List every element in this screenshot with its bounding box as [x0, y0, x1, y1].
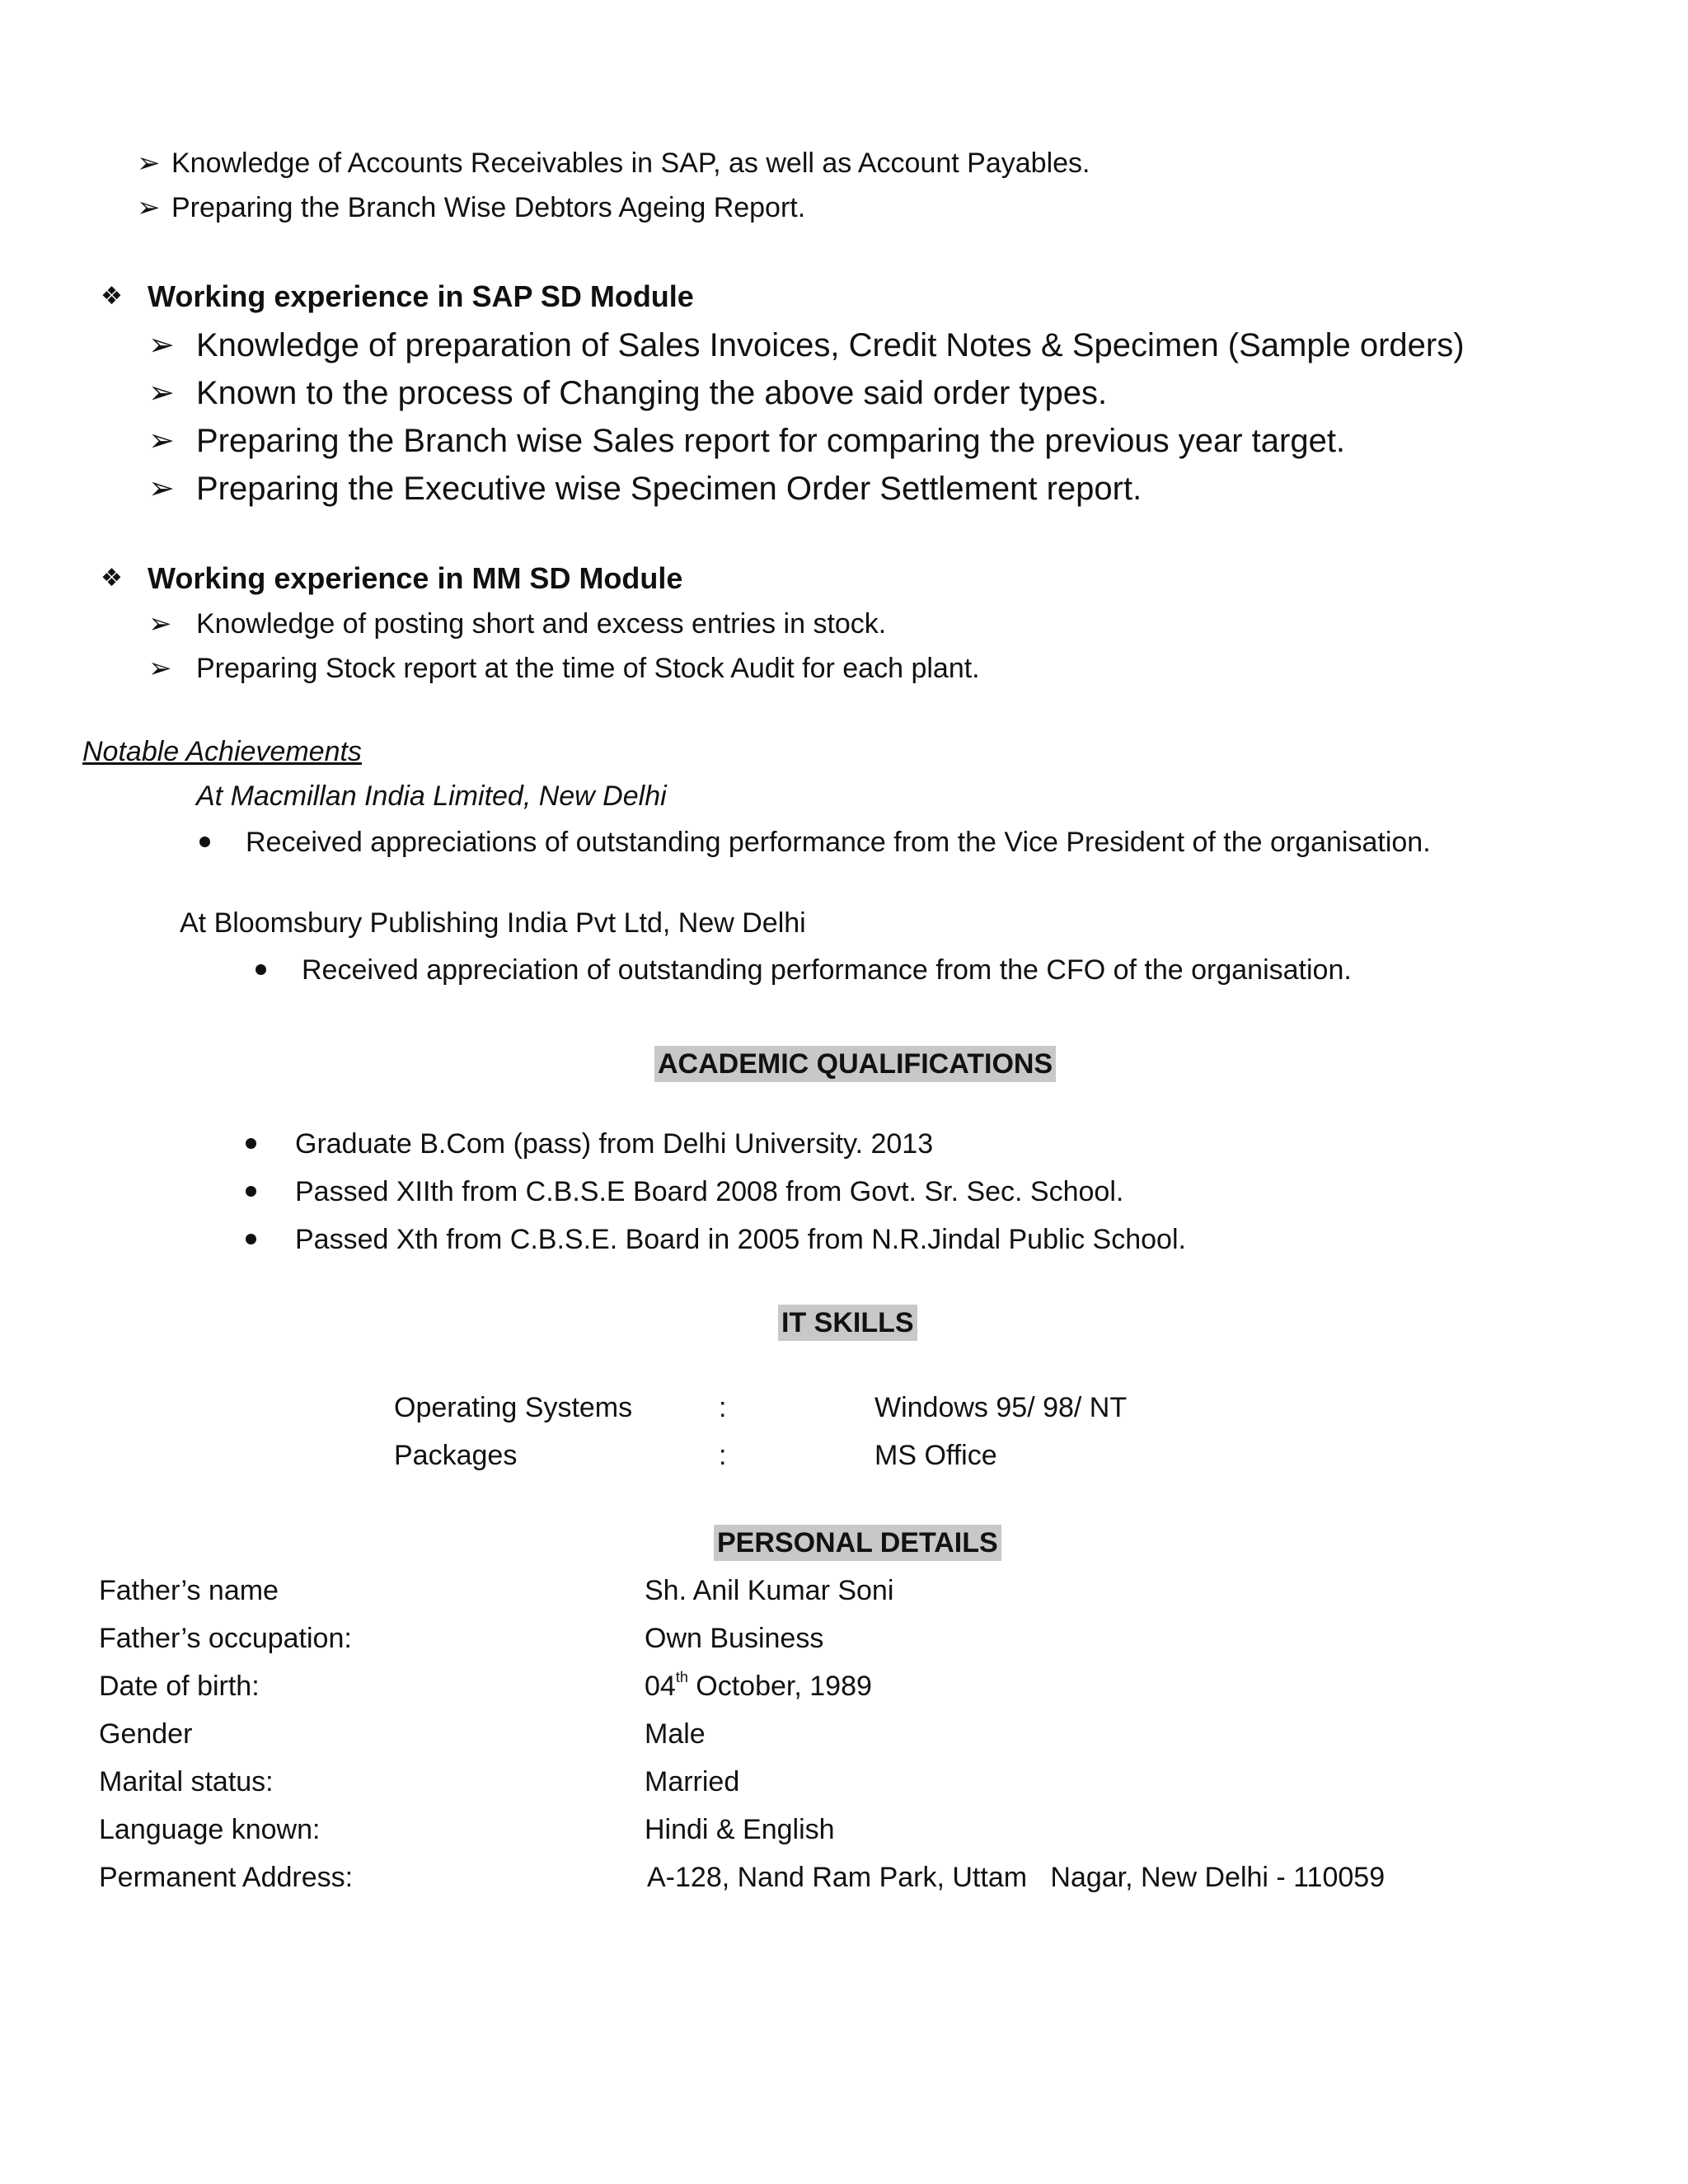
section-heading-mm-sd: Working experience in MM SD Module [148, 561, 683, 595]
personal-label: Gender [99, 1718, 193, 1750]
arrow-bullet-icon: ➢ [148, 471, 175, 506]
list-item: Knowledge of preparation of Sales Invoices, Credit Notes & Specimen (Sample orders) [196, 327, 1465, 363]
section-heading-it-skills: IT SKILLS [778, 1305, 917, 1341]
personal-value: Own Business [645, 1623, 824, 1654]
section-heading-academic: ACADEMIC QUALIFICATIONS [654, 1046, 1056, 1082]
dob-rest: October, 1989 [687, 1671, 872, 1702]
it-skill-separator: : [719, 1440, 727, 1471]
list-item: Graduate B.Com (pass) from Delhi University. 2013 [295, 1128, 934, 1160]
personal-label: Father’s occupation: [99, 1623, 352, 1654]
section-heading-personal: PERSONAL DETAILS [714, 1525, 1001, 1561]
dob-day: 04 [645, 1671, 676, 1702]
personal-label: Language known: [99, 1814, 321, 1845]
bullet-dot-icon [256, 964, 266, 975]
bullet-dot-icon [246, 1186, 256, 1197]
achievement-item-1: Received appreciations of outstanding performance from the Vice President of the organisation. [246, 827, 1431, 858]
list-item: Knowledge of posting short and excess entries in stock. [196, 608, 887, 640]
personal-label: Date of birth: [99, 1671, 260, 1702]
personal-value: Sh. Anil Kumar Soni [645, 1575, 894, 1606]
arrow-bullet-icon: ➢ [148, 424, 175, 458]
bullet-dot-icon [199, 837, 210, 847]
personal-label: Father’s name [99, 1575, 279, 1606]
diamond-bullet-icon: ❖ [101, 283, 123, 310]
arrow-bullet-icon: ➢ [148, 376, 175, 410]
bullet-dot-icon [246, 1234, 256, 1244]
personal-value: Hindi & English [645, 1814, 835, 1845]
personal-label: Marital status: [99, 1766, 274, 1797]
personal-value: Male [645, 1718, 706, 1750]
personal-label: Permanent Address: [99, 1862, 354, 1893]
arrow-bullet-icon: ➢ [137, 148, 161, 179]
achievement-item-2: Received appreciation of outstanding performance from the CFO of the organisation. [302, 954, 1352, 986]
achievement-org-2: At Bloomsbury Publishing India Pvt Ltd, New Delhi [180, 907, 806, 939]
dob-suffix: th [675, 1668, 688, 1685]
list-item: Preparing the Branch wise Sales report for comparing the previous year target. [196, 423, 1346, 459]
list-item: Knowledge of Accounts Receivables in SAP, as well as Account Payables. [171, 148, 1090, 179]
diamond-bullet-icon: ❖ [101, 565, 123, 592]
achievement-org-1: At Macmillan India Limited, New Delhi [196, 780, 667, 812]
list-item: Passed Xth from C.B.S.E. Board in 2005 from N.R.Jindal Public School. [295, 1224, 1186, 1255]
arrow-bullet-icon: ➢ [148, 653, 172, 684]
list-item: Preparing the Branch Wise Debtors Ageing Report. [171, 192, 806, 223]
list-item: Preparing Stock report at the time of Stock Audit for each plant. [196, 653, 980, 684]
it-skill-value: MS Office [874, 1440, 997, 1471]
achievements-title: Notable Achievements [82, 736, 362, 767]
arrow-bullet-icon: ➢ [137, 192, 161, 223]
section-heading-sap-sd: Working experience in SAP SD Module [148, 279, 694, 313]
bullet-dot-icon [246, 1138, 256, 1149]
list-item: Known to the process of Changing the above said order types. [196, 375, 1108, 411]
it-skill-value: Windows 95/ 98/ NT [874, 1392, 1128, 1423]
it-skill-label: Packages [394, 1440, 518, 1471]
arrow-bullet-icon: ➢ [148, 608, 172, 640]
list-item: Preparing the Executive wise Specimen Order Settlement report. [196, 471, 1142, 507]
personal-value [645, 1670, 872, 1703]
it-skill-label: Operating Systems [394, 1392, 633, 1423]
personal-value: Married [645, 1766, 740, 1797]
it-skill-separator: : [719, 1392, 727, 1423]
personal-value: A-128, Nand Ram Park, Uttam Nagar, New Delhi - 110059 [647, 1862, 1386, 1893]
arrow-bullet-icon: ➢ [148, 328, 175, 363]
list-item: Passed XIIth from C.B.S.E Board 2008 from Govt. Sr. Sec. School. [295, 1176, 1124, 1207]
